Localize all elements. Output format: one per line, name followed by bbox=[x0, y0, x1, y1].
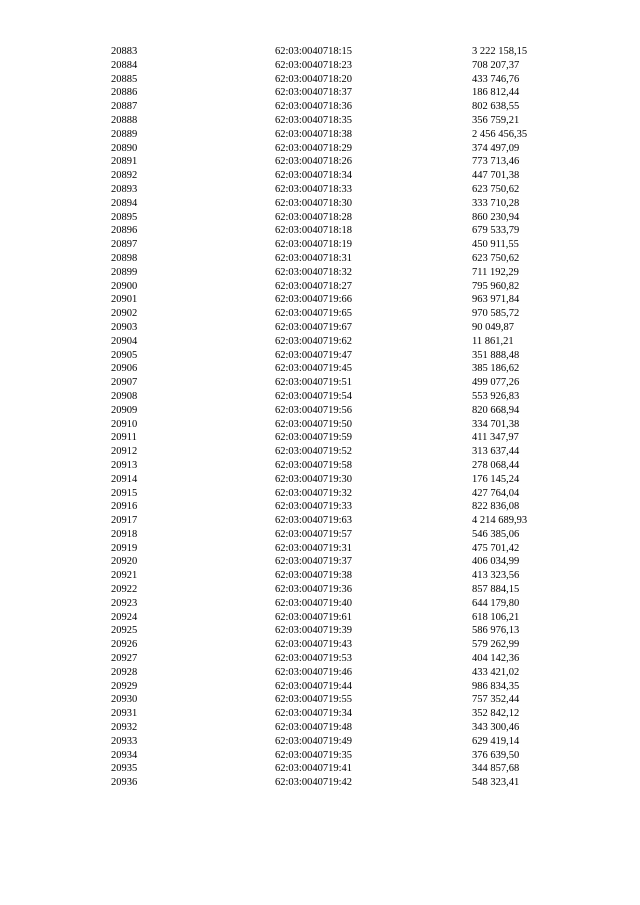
table-row bbox=[0, 349, 640, 363]
cadastral-number: 62:03:0040719:58 bbox=[275, 459, 353, 471]
cadastral-number: 62:03:0040718:27 bbox=[275, 280, 353, 292]
row-number: 20888 bbox=[111, 114, 138, 126]
row-number: 20915 bbox=[111, 487, 138, 499]
cadastral-value: 352 842,12 bbox=[472, 708, 520, 720]
cadastral-number: 62:03:0040718:29 bbox=[275, 142, 353, 154]
table-row bbox=[0, 431, 640, 445]
table-row bbox=[0, 280, 640, 294]
row-number: 20934 bbox=[111, 749, 138, 761]
cadastral-number: 62:03:0040718:15 bbox=[275, 46, 353, 57]
cadastral-number: 62:03:0040719:50 bbox=[275, 418, 353, 430]
cadastral-value: 860 230,94 bbox=[472, 211, 520, 223]
row-number: 20897 bbox=[111, 239, 138, 251]
row-number: 20912 bbox=[111, 446, 138, 458]
cadastral-number: 62:03:0040719:57 bbox=[275, 528, 353, 540]
cadastral-value: 795 960,82 bbox=[472, 280, 520, 292]
cadastral-number: 62:03:0040719:39 bbox=[275, 625, 353, 637]
row-number: 20923 bbox=[111, 597, 138, 609]
row-number: 20903 bbox=[111, 321, 138, 333]
table-row bbox=[0, 445, 640, 459]
cadastral-number: 62:03:0040719:40 bbox=[275, 597, 353, 609]
cadastral-value: 970 585,72 bbox=[472, 308, 520, 320]
row-number: 20887 bbox=[111, 101, 138, 113]
table-row bbox=[0, 404, 640, 418]
cadastral-value: 820 668,94 bbox=[472, 404, 520, 416]
table-row bbox=[0, 252, 640, 266]
cadastral-value: 450 911,55 bbox=[472, 239, 519, 251]
table-row bbox=[0, 100, 640, 114]
cadastral-value: 708 207,37 bbox=[472, 59, 520, 71]
cadastral-value: 644 179,80 bbox=[472, 597, 520, 609]
table-row bbox=[0, 128, 640, 142]
row-number: 20924 bbox=[111, 611, 138, 623]
table-row bbox=[0, 638, 640, 652]
row-number: 20899 bbox=[111, 266, 138, 278]
table-row bbox=[0, 776, 640, 790]
cadastral-value: 427 764,04 bbox=[472, 487, 520, 499]
row-number: 20914 bbox=[111, 473, 138, 485]
row-number: 20925 bbox=[111, 625, 138, 637]
row-number: 20890 bbox=[111, 142, 138, 154]
cadastral-number: 62:03:0040719:30 bbox=[275, 473, 353, 485]
cadastral-number: 62:03:0040719:44 bbox=[275, 680, 353, 692]
table-row bbox=[0, 680, 640, 694]
cadastral-value: 475 701,42 bbox=[472, 542, 520, 554]
cadastral-value: 333 710,28 bbox=[472, 197, 520, 209]
cadastral-value: 499 077,26 bbox=[472, 377, 520, 389]
row-number: 20910 bbox=[111, 418, 138, 430]
cadastral-value: 176 145,24 bbox=[472, 473, 520, 485]
cadastral-value: 986 834,35 bbox=[472, 680, 520, 692]
cadastral-number: 62:03:0040719:59 bbox=[275, 432, 353, 444]
table-row bbox=[0, 528, 640, 542]
table-row bbox=[0, 335, 640, 349]
row-number: 20936 bbox=[111, 777, 138, 789]
cadastral-value: 857 884,15 bbox=[472, 584, 520, 596]
cadastral-number: 62:03:0040718:32 bbox=[275, 266, 353, 278]
cadastral-number: 62:03:0040719:31 bbox=[275, 542, 353, 554]
cadastral-number: 62:03:0040718:20 bbox=[275, 73, 353, 85]
cadastral-value: 385 186,62 bbox=[472, 363, 520, 375]
cadastral-number: 62:03:0040719:53 bbox=[275, 653, 353, 665]
cadastral-value: 822 836,08 bbox=[472, 501, 520, 513]
table-row bbox=[0, 652, 640, 666]
row-number: 20927 bbox=[111, 653, 138, 665]
cadastral-value: 963 971,84 bbox=[472, 294, 520, 306]
table-row bbox=[0, 707, 640, 721]
cadastral-value: 186 812,44 bbox=[472, 87, 520, 99]
row-number: 20926 bbox=[111, 639, 138, 651]
cadastral-value: 629 419,14 bbox=[472, 735, 520, 747]
cadastral-number: 62:03:0040718:30 bbox=[275, 197, 353, 209]
table-row bbox=[0, 514, 640, 528]
cadastral-value: 278 068,44 bbox=[472, 459, 520, 471]
row-number: 20900 bbox=[111, 280, 138, 292]
table-row bbox=[0, 307, 640, 321]
row-number: 20918 bbox=[111, 528, 138, 540]
row-number: 20884 bbox=[111, 59, 138, 71]
row-number: 20916 bbox=[111, 501, 138, 513]
cadastral-number: 62:03:0040719:56 bbox=[275, 404, 353, 416]
row-number: 20901 bbox=[111, 294, 138, 306]
cadastral-number: 62:03:0040719:42 bbox=[275, 777, 353, 789]
row-number: 20922 bbox=[111, 584, 138, 596]
cadastral-number: 62:03:0040718:34 bbox=[275, 170, 353, 182]
cadastral-number: 62:03:0040719:49 bbox=[275, 735, 353, 747]
row-number: 20907 bbox=[111, 377, 138, 389]
cadastral-number: 62:03:0040719:48 bbox=[275, 722, 353, 734]
cadastral-number: 62:03:0040719:62 bbox=[275, 335, 353, 347]
table-row bbox=[0, 693, 640, 707]
cadastral-value-table bbox=[0, 45, 640, 790]
cadastral-value: 4 214 689,93 bbox=[472, 515, 528, 527]
table-row bbox=[0, 73, 640, 87]
table-row bbox=[0, 542, 640, 556]
cadastral-value: 11 861,21 bbox=[472, 335, 514, 347]
row-number: 20885 bbox=[111, 73, 138, 85]
row-number: 20909 bbox=[111, 404, 138, 416]
row-number: 20902 bbox=[111, 308, 138, 320]
cadastral-number: 62:03:0040718:28 bbox=[275, 211, 353, 223]
cadastral-value: 433 746,76 bbox=[472, 73, 520, 85]
cadastral-number: 62:03:0040719:54 bbox=[275, 390, 353, 402]
table-row bbox=[0, 293, 640, 307]
table-row bbox=[0, 86, 640, 100]
table-row bbox=[0, 362, 640, 376]
table-row bbox=[0, 59, 640, 73]
cadastral-value: 413 323,56 bbox=[472, 570, 520, 582]
cadastral-value: 374 497,09 bbox=[472, 142, 520, 154]
table-row bbox=[0, 749, 640, 763]
cadastral-number: 62:03:0040719:47 bbox=[275, 349, 353, 361]
table-row bbox=[0, 459, 640, 473]
cadastral-number: 62:03:0040718:36 bbox=[275, 101, 353, 113]
cadastral-value: 313 637,44 bbox=[472, 446, 520, 458]
cadastral-number: 62:03:0040719:65 bbox=[275, 308, 353, 320]
cadastral-value: 411 347,97 bbox=[472, 432, 519, 444]
table-row bbox=[0, 376, 640, 390]
row-number: 20886 bbox=[111, 87, 138, 99]
cadastral-value: 3 222 158,15 bbox=[472, 46, 528, 57]
row-number: 20929 bbox=[111, 680, 138, 692]
table-row bbox=[0, 197, 640, 211]
cadastral-number: 62:03:0040718:38 bbox=[275, 128, 353, 140]
cadastral-number: 62:03:0040718:18 bbox=[275, 225, 353, 237]
cadastral-value: 404 142,36 bbox=[472, 653, 520, 665]
row-number: 20906 bbox=[111, 363, 138, 375]
row-number: 20931 bbox=[111, 708, 138, 720]
table-row bbox=[0, 500, 640, 514]
cadastral-number: 62:03:0040718:23 bbox=[275, 59, 353, 71]
cadastral-value: 711 192,29 bbox=[472, 266, 519, 278]
table-row bbox=[0, 155, 640, 169]
cadastral-number: 62:03:0040719:66 bbox=[275, 294, 353, 306]
table-row bbox=[0, 721, 640, 735]
row-number: 20898 bbox=[111, 252, 138, 264]
cadastral-value: 618 106,21 bbox=[472, 611, 520, 623]
cadastral-value: 553 926,83 bbox=[472, 390, 520, 402]
table-row bbox=[0, 569, 640, 583]
cadastral-value: 548 323,41 bbox=[472, 777, 520, 789]
row-number: 20908 bbox=[111, 390, 138, 402]
cadastral-number: 62:03:0040718:31 bbox=[275, 252, 353, 264]
table-row bbox=[0, 555, 640, 569]
row-number: 20911 bbox=[111, 432, 137, 444]
cadastral-value: 334 701,38 bbox=[472, 418, 520, 430]
cadastral-value: 344 857,68 bbox=[472, 763, 520, 775]
row-number: 20933 bbox=[111, 735, 138, 747]
table-row bbox=[0, 735, 640, 749]
row-number: 20905 bbox=[111, 349, 138, 361]
row-number: 20921 bbox=[111, 570, 138, 582]
cadastral-number: 62:03:0040719:51 bbox=[275, 377, 353, 389]
cadastral-value: 586 976,13 bbox=[472, 625, 520, 637]
cadastral-value: 679 533,79 bbox=[472, 225, 520, 237]
table-row bbox=[0, 762, 640, 776]
cadastral-value: 2 456 456,35 bbox=[472, 128, 528, 140]
row-number: 20917 bbox=[111, 515, 138, 527]
row-number: 20919 bbox=[111, 542, 138, 554]
row-number: 20920 bbox=[111, 556, 138, 568]
cadastral-number: 62:03:0040719:38 bbox=[275, 570, 353, 582]
table-row bbox=[0, 390, 640, 404]
cadastral-number: 62:03:0040719:43 bbox=[275, 639, 353, 651]
cadastral-number: 62:03:0040719:52 bbox=[275, 446, 353, 458]
cadastral-number: 62:03:0040718:35 bbox=[275, 114, 353, 126]
cadastral-number: 62:03:0040719:34 bbox=[275, 708, 353, 720]
cadastral-number: 62:03:0040718:33 bbox=[275, 183, 353, 195]
cadastral-value: 343 300,46 bbox=[472, 722, 520, 734]
row-number: 20892 bbox=[111, 170, 138, 182]
table-row bbox=[0, 169, 640, 183]
cadastral-value: 447 701,38 bbox=[472, 170, 520, 182]
table-row bbox=[0, 114, 640, 128]
cadastral-number: 62:03:0040719:35 bbox=[275, 749, 353, 761]
row-number: 20893 bbox=[111, 183, 138, 195]
cadastral-number: 62:03:0040719:36 bbox=[275, 584, 353, 596]
cadastral-number: 62:03:0040719:63 bbox=[275, 515, 353, 527]
row-number: 20932 bbox=[111, 722, 138, 734]
cadastral-value: 546 385,06 bbox=[472, 528, 520, 540]
cadastral-value: 356 759,21 bbox=[472, 114, 520, 126]
row-number: 20889 bbox=[111, 128, 138, 140]
table-row bbox=[0, 583, 640, 597]
cadastral-number: 62:03:0040718:19 bbox=[275, 239, 353, 251]
table-row bbox=[0, 224, 640, 238]
table-row bbox=[0, 45, 640, 59]
table-row bbox=[0, 473, 640, 487]
cadastral-value: 90 049,87 bbox=[472, 321, 514, 333]
cadastral-value: 376 639,50 bbox=[472, 749, 520, 761]
cadastral-value: 757 352,44 bbox=[472, 694, 520, 706]
cadastral-value: 406 034,99 bbox=[472, 556, 520, 568]
cadastral-number: 62:03:0040719:55 bbox=[275, 694, 353, 706]
cadastral-value: 351 888,48 bbox=[472, 349, 520, 361]
cadastral-number: 62:03:0040718:26 bbox=[275, 156, 353, 168]
cadastral-number: 62:03:0040719:46 bbox=[275, 666, 353, 678]
table-row bbox=[0, 624, 640, 638]
table-row bbox=[0, 211, 640, 225]
cadastral-number: 62:03:0040719:32 bbox=[275, 487, 353, 499]
table-row bbox=[0, 321, 640, 335]
cadastral-number: 62:03:0040719:37 bbox=[275, 556, 353, 568]
table-row bbox=[0, 666, 640, 680]
cadastral-value: 433 421,02 bbox=[472, 666, 520, 678]
row-number: 20935 bbox=[111, 763, 138, 775]
cadastral-value: 623 750,62 bbox=[472, 252, 520, 264]
row-number: 20896 bbox=[111, 225, 138, 237]
cadastral-number: 62:03:0040719:45 bbox=[275, 363, 353, 375]
table-row bbox=[0, 597, 640, 611]
cadastral-number: 62:03:0040719:67 bbox=[275, 321, 353, 333]
cadastral-value: 802 638,55 bbox=[472, 101, 520, 113]
row-number: 20928 bbox=[111, 666, 138, 678]
table-row bbox=[0, 266, 640, 280]
table-row bbox=[0, 487, 640, 501]
cadastral-value: 773 713,46 bbox=[472, 156, 520, 168]
cadastral-value: 579 262,99 bbox=[472, 639, 520, 651]
cadastral-number: 62:03:0040718:37 bbox=[275, 87, 353, 99]
row-number: 20895 bbox=[111, 211, 138, 223]
table-row bbox=[0, 611, 640, 625]
cadastral-number: 62:03:0040719:61 bbox=[275, 611, 353, 623]
table-row bbox=[0, 183, 640, 197]
cadastral-number: 62:03:0040719:33 bbox=[275, 501, 353, 513]
cadastral-number: 62:03:0040719:41 bbox=[275, 763, 353, 775]
row-number: 20894 bbox=[111, 197, 138, 209]
table-row bbox=[0, 418, 640, 432]
row-number: 20904 bbox=[111, 335, 138, 347]
row-number: 20891 bbox=[111, 156, 138, 168]
cadastral-value: 623 750,62 bbox=[472, 183, 520, 195]
row-number: 20913 bbox=[111, 459, 138, 471]
table-row bbox=[0, 238, 640, 252]
row-number: 20883 bbox=[111, 46, 138, 57]
row-number: 20930 bbox=[111, 694, 138, 706]
table-row bbox=[0, 142, 640, 156]
